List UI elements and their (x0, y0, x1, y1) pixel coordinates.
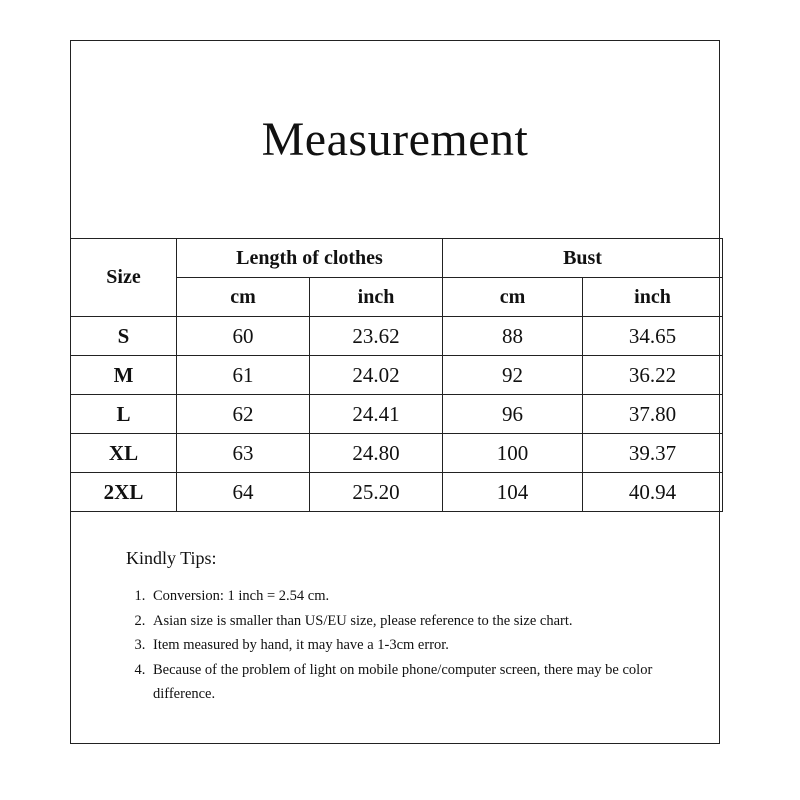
size-chart-table (70, 238, 723, 512)
unit-header: cm (177, 278, 310, 317)
length-inch-cell: 25.20 (310, 473, 443, 512)
page-title: Measurement (261, 113, 529, 166)
table-row (71, 473, 723, 512)
table-row (71, 317, 723, 356)
unit-header: inch (583, 278, 723, 317)
bust-cm-cell: 92 (443, 356, 583, 395)
length-cm-cell: 64 (177, 473, 310, 512)
unit-header: cm (443, 278, 583, 317)
tip-item: 2. Asian size is smaller than US/EU size, please reference to the size chart. (149, 609, 686, 634)
length-cm-cell: 61 (177, 356, 310, 395)
kindly-tips (126, 546, 686, 707)
table-header-row (71, 239, 723, 278)
tips-title: Kindly Tips: (126, 548, 217, 568)
bust-cm-cell: 104 (443, 473, 583, 512)
bust-inch-cell: 37.80 (583, 395, 723, 434)
unit-header: inch (310, 278, 443, 317)
size-header: Size (71, 239, 177, 317)
length-group-header: Length of clothes (177, 239, 443, 278)
bust-inch-cell: 40.94 (583, 473, 723, 512)
length-inch-cell: 24.80 (310, 434, 443, 473)
size-cell: XL (71, 434, 177, 473)
length-cm-cell: 62 (177, 395, 310, 434)
tip-item: 4. Because of the problem of light on mobile phone/computer screen, there may be color difference. (149, 658, 686, 707)
table-row (71, 356, 723, 395)
size-cell: 2XL (71, 473, 177, 512)
bust-cm-cell: 100 (443, 434, 583, 473)
table-row (71, 434, 723, 473)
tips-list (126, 584, 686, 707)
bust-inch-cell: 36.22 (583, 356, 723, 395)
measurement-card (70, 40, 720, 744)
tip-item: 1. Conversion: 1 inch = 2.54 cm. (149, 584, 686, 609)
table-row (71, 395, 723, 434)
tip-item: 3. Item measured by hand, it may have a 1-3cm error. (149, 633, 686, 658)
size-cell: L (71, 395, 177, 434)
bust-cm-cell: 96 (443, 395, 583, 434)
length-inch-cell: 23.62 (310, 317, 443, 356)
size-cell: M (71, 356, 177, 395)
length-inch-cell: 24.41 (310, 395, 443, 434)
bust-cm-cell: 88 (443, 317, 583, 356)
length-inch-cell: 24.02 (310, 356, 443, 395)
bust-inch-cell: 34.65 (583, 317, 723, 356)
bust-inch-cell: 39.37 (583, 434, 723, 473)
bust-group-header: Bust (443, 239, 723, 278)
length-cm-cell: 60 (177, 317, 310, 356)
length-cm-cell: 63 (177, 434, 310, 473)
size-cell: S (71, 317, 177, 356)
